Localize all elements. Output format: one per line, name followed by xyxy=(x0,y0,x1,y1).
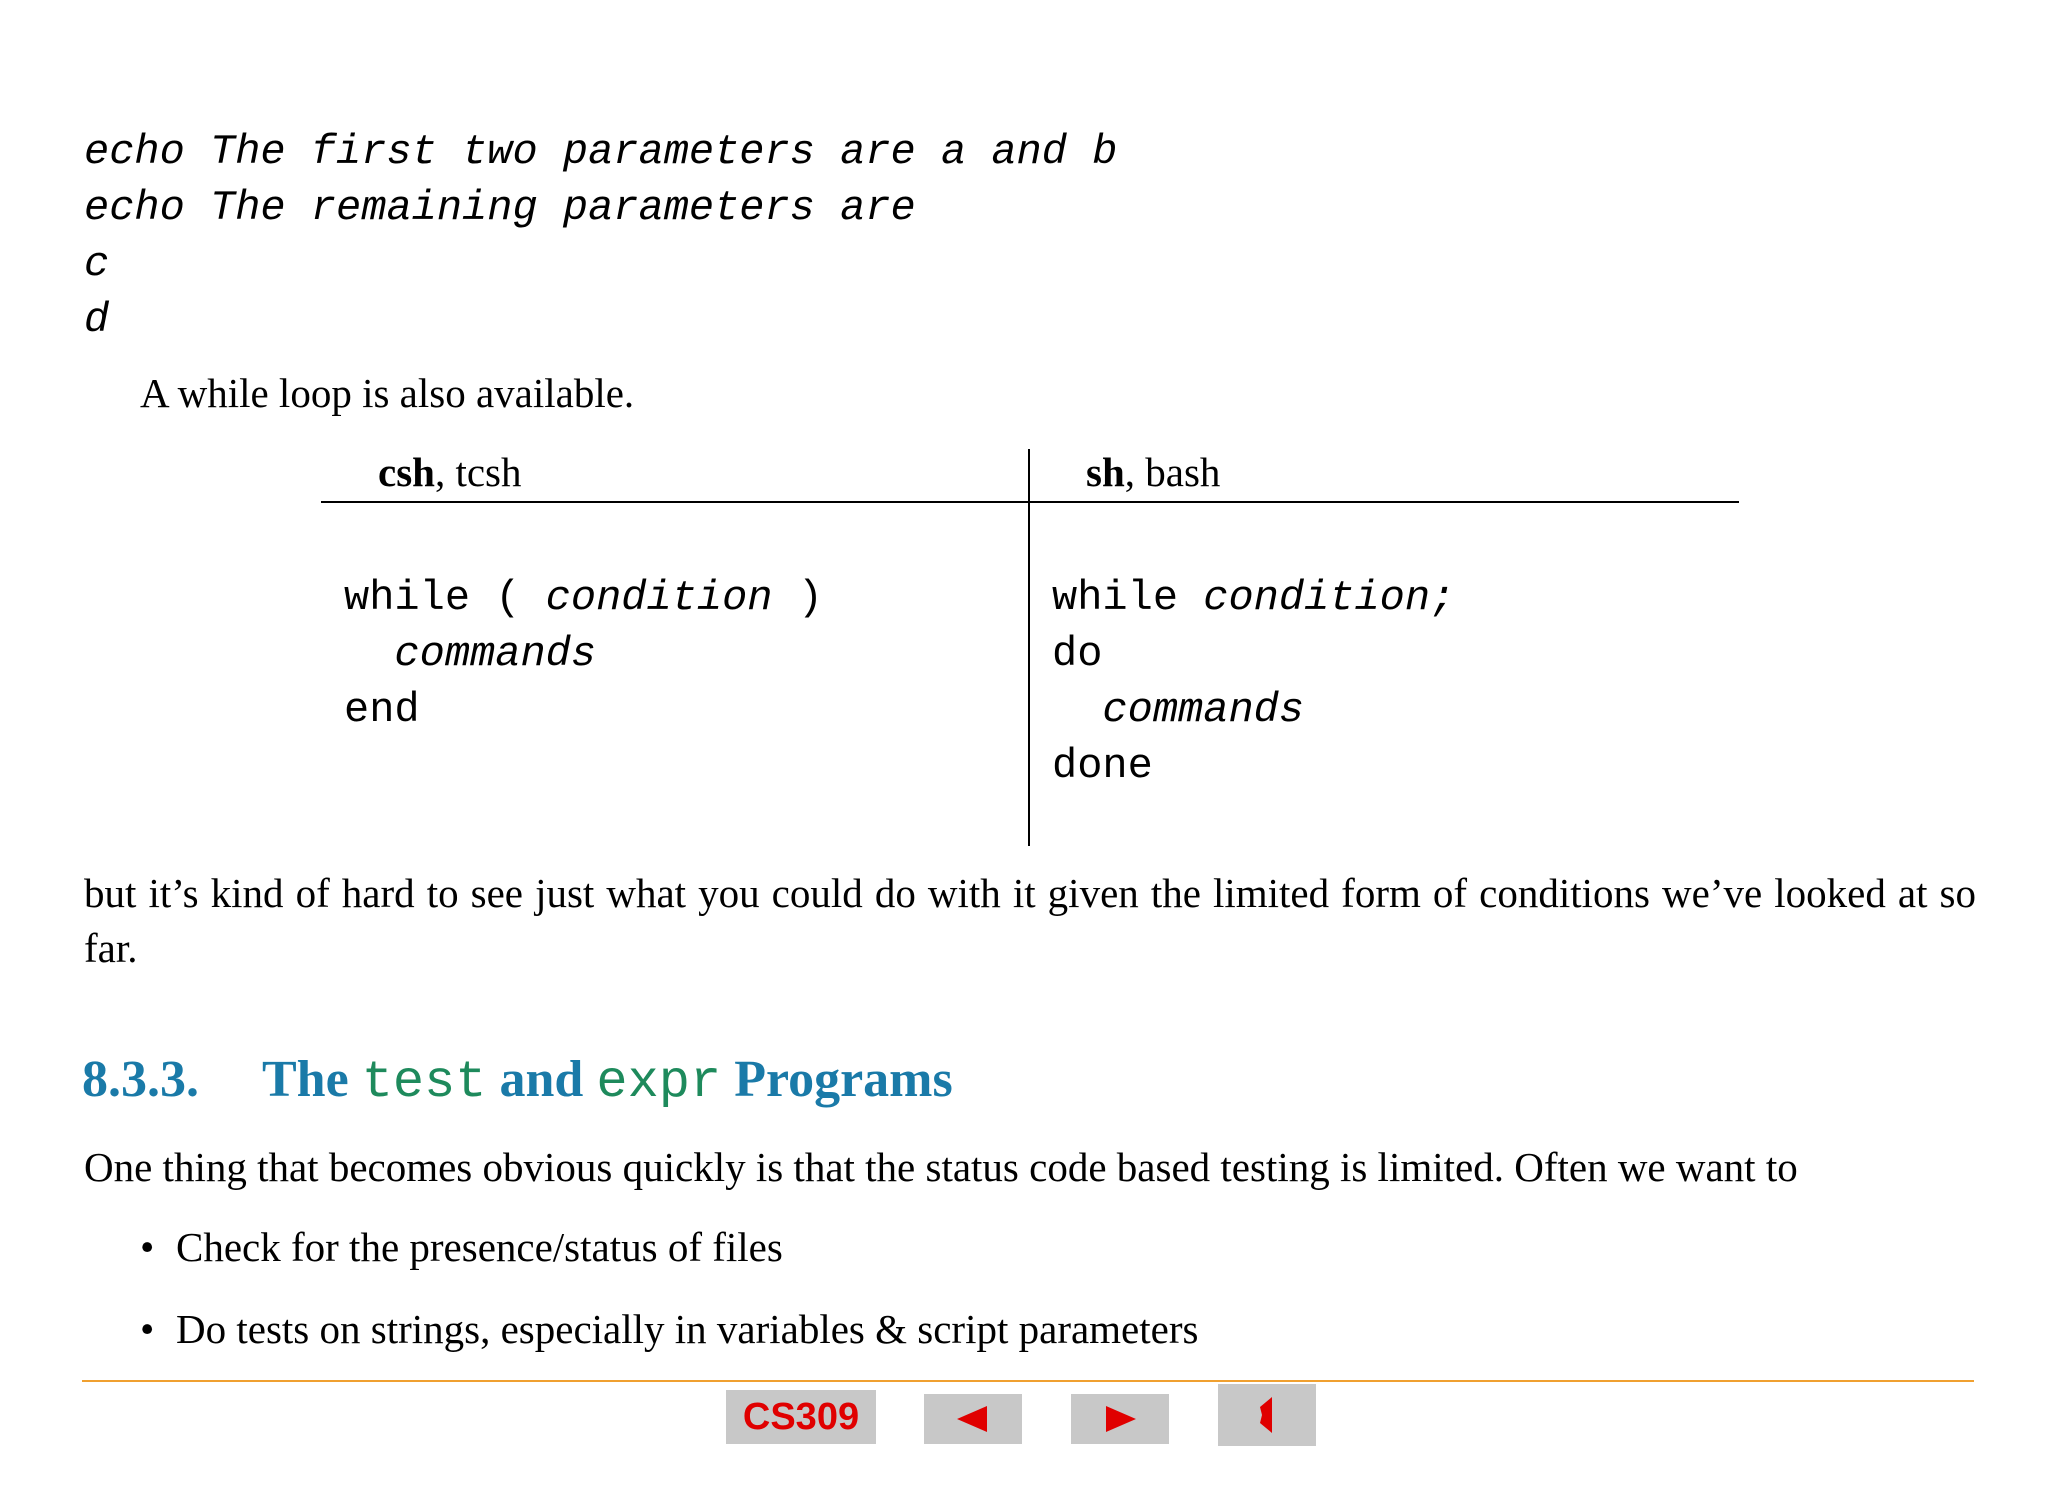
list-item-text: Check for the presence/status of files xyxy=(176,1224,783,1270)
condition-placeholder: condition; xyxy=(1203,574,1456,622)
table-header-sh xyxy=(1086,448,1220,496)
commands-placeholder: commands xyxy=(394,630,597,678)
code-line xyxy=(1052,682,1455,738)
heading-code-word: expr xyxy=(596,1053,722,1112)
body-paragraph: One thing that becomes obvious quickly is that the status code based testing is limited. Often we want to xyxy=(84,1144,1798,1190)
footer-rule xyxy=(82,1380,1974,1382)
code-line: c xyxy=(84,240,110,288)
csh-while-code xyxy=(344,570,823,738)
commands-placeholder: commands xyxy=(1102,686,1305,734)
code-output-block xyxy=(84,124,1117,348)
header-bold: sh xyxy=(1086,449,1125,495)
heading-code-word: test xyxy=(361,1053,487,1112)
body-paragraph: but it’s kind of hard to see just what you could do with it given the limited form of conditions we’ve looked at so far. xyxy=(84,870,1976,971)
code-line: echo The remaining parameters are xyxy=(84,184,916,232)
header-rest: , bash xyxy=(1124,449,1221,495)
table-vertical-rule xyxy=(1028,449,1030,846)
back-icon xyxy=(1252,1393,1282,1437)
heading-word: The xyxy=(262,1051,349,1108)
heading-word: Programs xyxy=(734,1051,953,1108)
heading-word: and xyxy=(499,1051,584,1108)
code-line xyxy=(1052,570,1455,626)
code-line xyxy=(344,570,823,626)
condition-placeholder: condition xyxy=(545,574,773,622)
bullet-icon: • xyxy=(140,1224,155,1270)
next-triangle-icon xyxy=(1100,1402,1140,1436)
prev-triangle-icon xyxy=(953,1402,993,1436)
code-line: do xyxy=(1052,630,1103,678)
code-line: d xyxy=(84,296,110,344)
section-heading xyxy=(82,1048,953,1115)
code-line: end xyxy=(344,686,420,734)
code-line: done xyxy=(1052,742,1153,790)
section-number: 8.3.3. xyxy=(82,1051,199,1108)
code-line: echo The first two parameters are a and b xyxy=(84,128,1118,176)
list-item xyxy=(140,1302,1198,1357)
bullet-icon: • xyxy=(140,1306,155,1352)
list-item-text: Do tests on strings, especially in variables & script parameters xyxy=(176,1306,1199,1352)
table-horizontal-rule xyxy=(321,501,1739,503)
course-home-button[interactable]: CS309 xyxy=(726,1390,876,1444)
intro-text: A while loop is also available. xyxy=(140,370,635,416)
header-rest: , tcsh xyxy=(434,449,522,495)
sh-while-code xyxy=(1052,570,1455,794)
keyword: while xyxy=(344,574,471,622)
list-item xyxy=(140,1220,783,1275)
header-bold: csh xyxy=(378,449,435,495)
table-header-csh xyxy=(378,448,522,496)
previous-page-button[interactable] xyxy=(924,1394,1022,1444)
paren: ) xyxy=(772,574,823,622)
keyword: while xyxy=(1052,574,1179,622)
go-back-button[interactable] xyxy=(1218,1384,1316,1446)
code-line xyxy=(344,626,823,682)
next-page-button[interactable] xyxy=(1071,1394,1169,1444)
paren: ( xyxy=(470,574,546,622)
